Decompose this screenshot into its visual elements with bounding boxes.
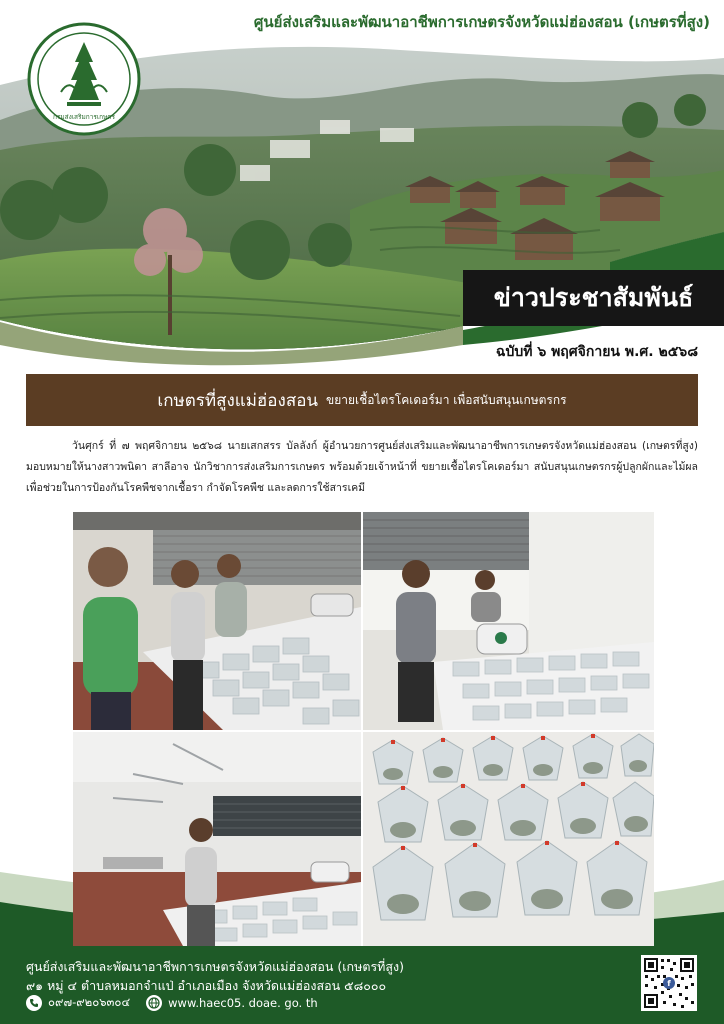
headline-main: เกษตรที่สูงแม่ฮ่องสอน <box>157 390 319 411</box>
page-title: ศูนย์ส่งเสริมและพัฒนาอาชีพการเกษตรจังหวัดแม่ฮ่องสอน (เกษตรที่สูง) <box>253 13 710 31</box>
photo-workers-bagging <box>73 512 361 730</box>
footer-address: ๙๑ หมู่ ๔ ตำบลหมอกจำแป่ อำเภอเมือง จังหวัดแม่ฮ่องสอน ๕๘๐๐๐ <box>26 978 387 993</box>
photo-room-work <box>73 732 361 946</box>
svg-text:f: f <box>667 979 671 988</box>
phone-icon <box>26 995 42 1011</box>
doae-seal-icon <box>27 22 141 136</box>
photo-bagged-cultures <box>363 732 654 946</box>
footer-org-name: ศูนย์ส่งเสริมและพัฒนาอาชีพการเกษตรจังหวัดแม่ฮ่องสอน (เกษตรที่สูง) <box>26 959 405 974</box>
footer-contact <box>26 994 626 1012</box>
qr-code-icon[interactable] <box>641 955 697 1011</box>
photo-collage <box>73 512 654 946</box>
photo-rice-cooker-prep <box>363 512 654 730</box>
footer-website[interactable]: www.haec05. doae. go. th <box>168 996 318 1010</box>
headline-sub: ขยายเชื้อไตรโคเดอร์มา เพื่อสนับสนุนเกษตรกร <box>326 392 567 407</box>
issue-date: ฉบับที่ ๖ พฤศจิกายน พ.ศ. ๒๕๖๘ <box>495 344 698 360</box>
globe-icon <box>146 995 162 1011</box>
press-release-label: ข่าวประชาสัมพันธ์ <box>463 270 724 326</box>
footer-phone[interactable]: ๐๙๗-๙๒๐๖๓๐๔ <box>48 995 131 1009</box>
article-body: วันศุกร์ ที่ ๗ พฤศจิกายน ๒๕๖๘ นายเสกสรร บัลลังก์ ผู้อำนวยการศูนย์ส่งเสริมและพัฒนาอาชีพการเกษตรจังหวัดแม่ฮ่องสอน (เกษตรที่สูง) มอบหมายให้นางสาวพนิดา สาลีอาจ นักวิชาการส่งเสริมการเกษตร พร้อมด้วยเจ้าหน้าที่ ขยายเชื้อไตรโคเดอร์มา สนับสนุนเกษตรกรผู้ปลูกผักและไม้ผล เพื่อช่วยในการป้องกันโรคพืชจากเชื้อรา กำจัดโรคพืช และลดการใช้สารเคมี <box>26 440 698 494</box>
logo-text: กรมส่งเสริมการเกษตร <box>52 113 116 121</box>
headline-bar <box>26 374 698 426</box>
